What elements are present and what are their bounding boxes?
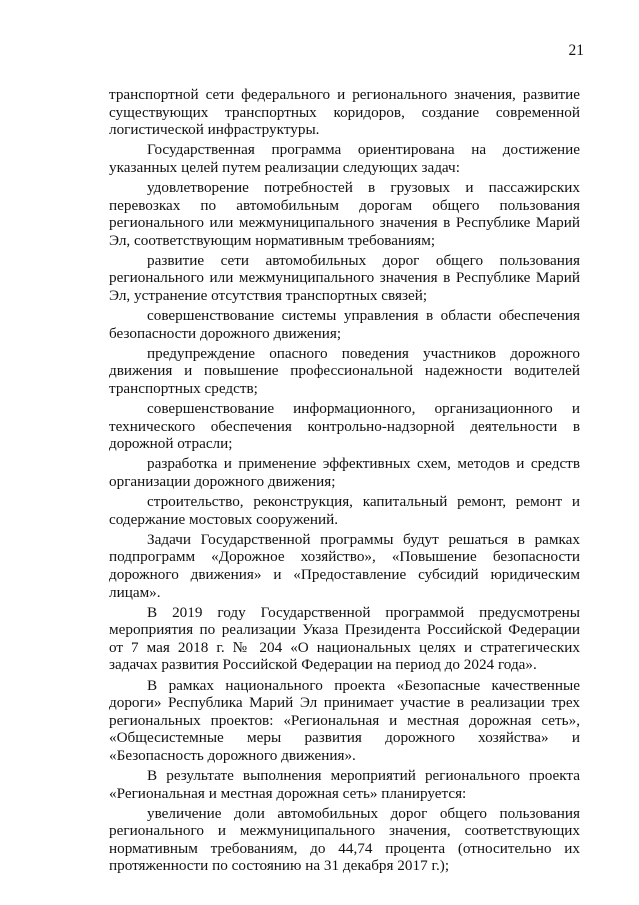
document-body <box>109 86 580 878</box>
paragraph: совершенствование системы управления в области обеспечения безопасности дорожного движения; <box>109 307 580 342</box>
paragraph: В 2019 году Государственной программой предусмотрены мероприятия по реализации Указа Президента Российской Федерации от 7 мая 2018 г. № 204 «О национальных целях и стратегических задачах развития Российской Федерации на период до 2024 года». <box>109 603 580 674</box>
paragraph: строительство, реконструкция, капитальный ремонт, ремонт и содержание мостовых сооружений. <box>109 493 580 528</box>
paragraph: предупреждение опасного поведения участников дорожного движения и повышение профессиональной надежности водителей транспортных средств; <box>109 344 580 397</box>
paragraph: разработка и применение эффективных схем, методов и средств организации дорожного движения; <box>109 455 580 490</box>
page-number: 21 <box>568 42 584 59</box>
paragraph: транспортной сети федерального и регионального значения, развитие существующих транспортных коридоров, создание современной логистической инфраструктуры. <box>109 86 580 139</box>
paragraph: увеличение доли автомобильных дорог общего пользования регионального и межмуниципального значения, соответствующих нормативным требованиям, до 44,74 процента (относительно их протяженности по состоянию на 31 декабря 2017 г.); <box>109 804 580 875</box>
paragraph: развитие сети автомобильных дорог общего пользования регионального или межмуниципального значения в Республике Марий Эл, устранение отсутствия транспортных связей; <box>109 251 580 305</box>
paragraph: В результате выполнения мероприятий регионального проекта «Региональная и местная дорожная сеть» планируется: <box>109 766 580 802</box>
paragraph: Государственная программа ориентирована на достижение указанных целей путем реализации следующих задач: <box>109 141 580 176</box>
paragraph: Задачи Государственной программы будут решаться в рамках подпрограмм «Дорожное хозяйство», «Повышение безопасности дорожного движения» и «Предоставление субсидий юридическим лицам». <box>109 530 580 601</box>
paragraph: совершенствование информационного, организационного и технического обеспечения контрольно-надзорной деятельности в дорожной отрасли; <box>109 400 580 453</box>
paragraph: удовлетворение потребностей в грузовых и пассажирских перевозках по автомобильным дорогам общего пользования регионального или межмуниципального значения в Республике Марий Эл, соответствующим нормативным требованиям; <box>109 178 580 249</box>
paragraph: В рамках национального проекта «Безопасные качественные дороги» Республика Марий Эл принимает участие в реализации трех региональных проектов: «Региональная и местная дорожная сеть», «Общесистемные меры развития дорожного хозяйства» и «Безопасность дорожного движения». <box>109 676 580 764</box>
